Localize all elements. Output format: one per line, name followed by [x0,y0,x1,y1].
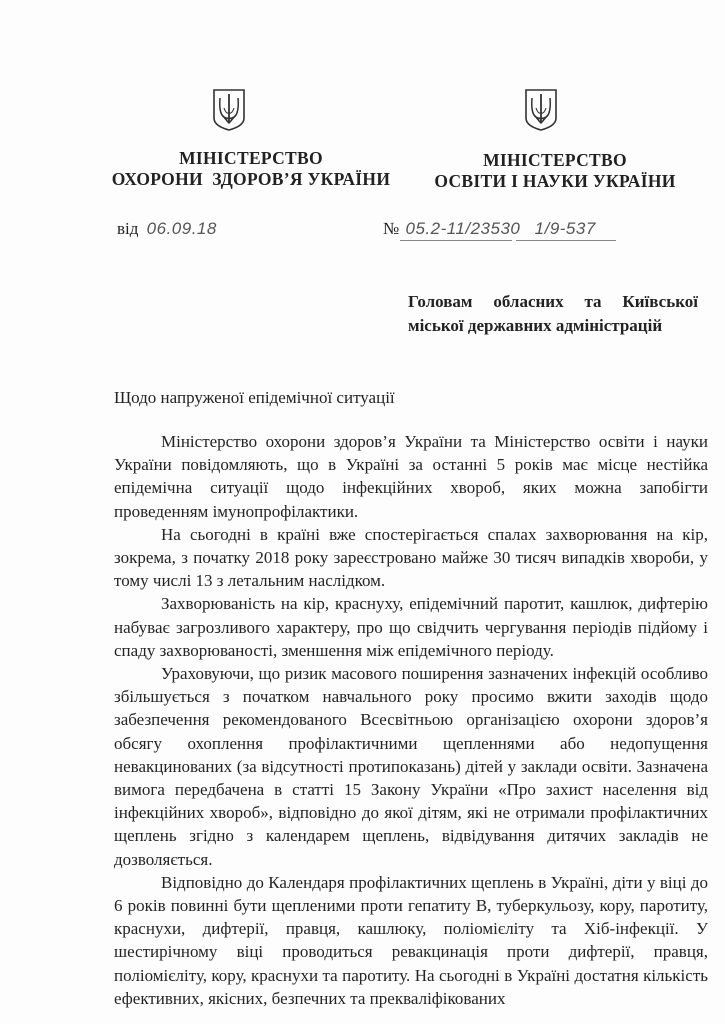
registration-date [117,219,217,239]
body-paragraph: Захворюваність на кір, краснуху, епідемічний паротит, кашлюк, дифтерію набуває загрозливого характеру, про що свідчить чергування періодів підйому і спаду захворюваності, зменшення між епідемічного періоду. [114,594,708,660]
number-value-2: 1/9-537 [534,219,596,238]
trident-icon [524,88,558,132]
ministry-health-line1: МІНІСТЕРСТВО [179,148,323,168]
ministry-education-title [430,150,680,192]
ministry-education-line1: МІНІСТЕРСТВО [483,150,627,170]
ukraine-emblem-icon-left [212,88,246,132]
body-paragraph: На сьогодні в країні вже спостерігається спалах захворювання на кір, зокрема, з початку 2018 року зареєстровано майже 30 тисяч випадків хвороби, у тому числі 13 з летальним наслідком. [114,524,708,591]
body-paragraph: Ураховуючи, що ризик масового поширення зазначених інфекцій особливо збільшується з початком навчального року просимо вжити заходів щодо забезпечення рекомендованого Всесвітньою організацією охорони здоров’я обсягу охоплення профілактичними щепленнями або недопущення невакцинованих (за відсутності протипоказань) дітей у заклади освіти. Зазначена вимога передбачена в статті 15 Закону України «Про захист населення від інфекційних хвороб», відповідно до якої дітям, які не отримали профілактичних щеплень згідно з календарем щеплень, відвідування дитячих закладів не дозволяється. [114,664,708,869]
ministry-education-line2: ОСВІТИ І НАУКИ УКРАЇНИ [434,171,676,191]
date-value: 06.09.18 [146,219,217,238]
number-label: № [383,219,400,238]
addressee-block [408,290,698,338]
ukraine-emblem-icon-right [524,88,558,132]
addressee-line2: міської державних адміністрацій [408,316,663,335]
ministry-health-title [110,148,392,190]
number-underline-2 [516,240,616,241]
number-value-1: 05.2-11/23530 [405,219,521,238]
body-paragraph: Міністерство охорони здоров’я України та Міністерство освіти і науки України повідомляють, що в Україні за останні 5 років має місце нестійка епідемічна ситуації щодо інфекційних хвороб, яких можна запобігти проведенням імунопрофілактики. [114,432,708,521]
ministry-health-line2: ОХОРОНИ ЗДОРОВ’Я УКРАЇНИ [111,169,391,189]
letter-body [114,430,708,1010]
trident-icon [212,88,246,132]
body-paragraph: Відповідно до Календаря профілактичних щеплень в Україні, діти у віці до 6 років повинні бути щепленими проти гепатиту В, туберкульозу, кору, паротиту, краснухи, дифтерії, правця, кашлюку, поліомієліту та Хіб-інфекції. У шестирічному віці проводиться ревакцинація проти дифтерії, правця, поліомієліту, кору, краснухи та паротиту. На сьогодні в Україні достатня кількість ефективних, якісних, безпечних та прекваліфікованих [114,872,708,1008]
date-label: від [117,219,139,238]
letter-subject: Щодо напруженої епідемічної ситуації [114,388,395,407]
addressee-line1: Головам обласних та Київської [408,292,698,311]
registration-number [383,219,596,239]
number-underline-1 [400,240,512,241]
